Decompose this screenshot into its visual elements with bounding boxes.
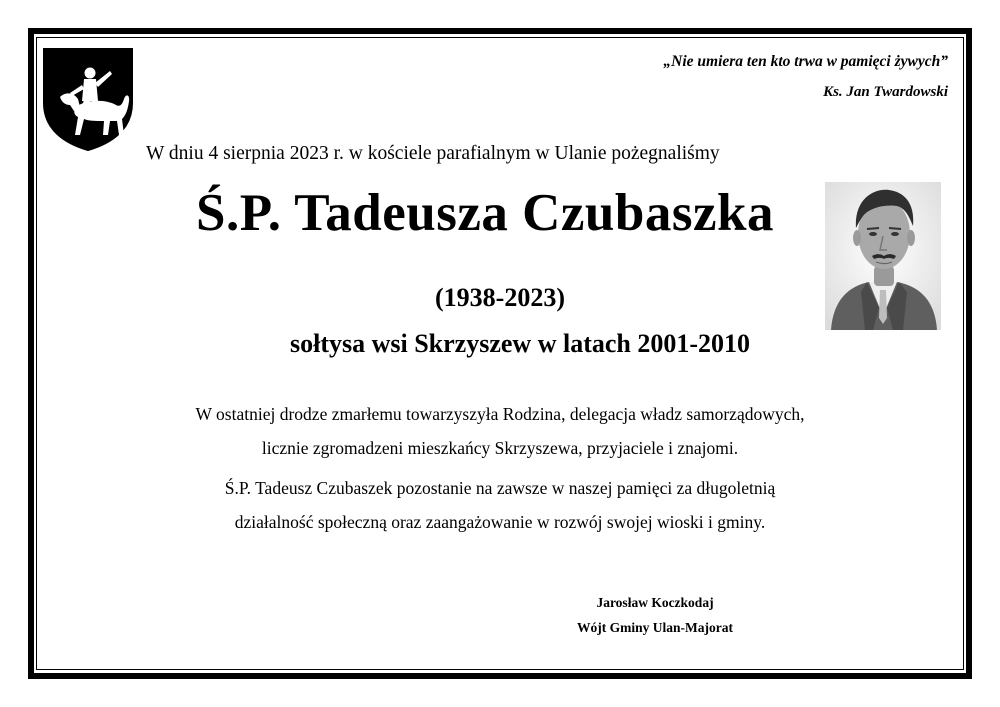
intro-text: W dniu 4 sierpnia 2023 r. w kościele parafialnym w Ulanie pożegnaliśmy: [146, 143, 720, 164]
memorial-quote: „Nie umiera ten kto trwa w pamięci żywych”: [663, 53, 948, 70]
quote-block: [663, 52, 948, 102]
body-line: działalność społeczną oraz zaangażowanie w rozwój swojej wioski i gminy.: [234, 512, 766, 532]
life-years: (1938-2023): [435, 283, 565, 312]
signatory-title: Wójt Gminy Ulan-Majorat: [577, 620, 733, 635]
deceased-name: Ś.P. Tadeusza Czubaszka: [195, 184, 774, 242]
role-description: sołtysa wsi Skrzyszew w latach 2001-2010: [289, 329, 751, 358]
signatory-name: Jarosław Koczkodaj: [596, 595, 714, 610]
body-line: Ś.P. Tadeusz Czubaszek pozostanie na zawsze w naszej pamięci za długoletnią: [224, 478, 776, 498]
portrait-photo: [825, 182, 941, 330]
body-line: W ostatniej drodze zmarłemu towarzyszyła Rodzina, delegacja władz samorządowych,: [195, 404, 805, 424]
coat-of-arms-icon: [40, 45, 136, 153]
body-line: licznie zgromadzeni mieszkańcy Skrzyszewa, przyjaciele i znajomi.: [261, 438, 739, 458]
body-text: [0, 397, 1000, 539]
quote-author: Ks. Jan Twardowski: [823, 84, 948, 100]
signature-block: [530, 590, 780, 640]
